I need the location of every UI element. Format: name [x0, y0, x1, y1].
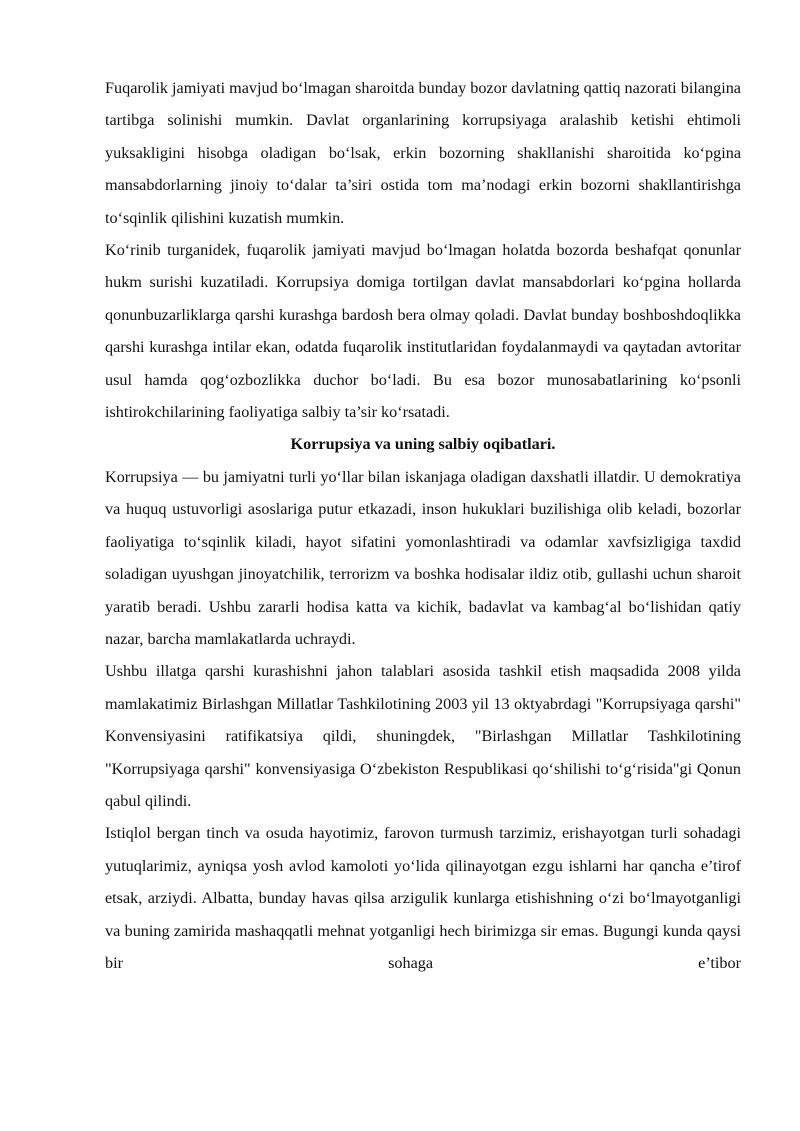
- paragraph: Istiqlol bergan tinch va osuda hayotimiz, farovon turmush tarzimiz, erishayotgan turli sohadagi yutuqlarimiz, ayniqsa yosh avlod kamoloti yo‘lida qilinayotgan ezgu ishlarni har qancha e’tirof etsak, arziydi. Albatta, bunday havas qilsa arzigulik kunlarga etishishning o‘zi bo‘lmayotganligi va buning zamirida mashaqqatli mehnat yotganligi hech birimizga sir emas. Bugungi kunda qaysi bir sohaga e’tibor: [105, 824, 741, 972]
- document-page: [105, 72, 741, 979]
- paragraph: Fuqarolik jamiyati mavjud bo‘lmagan sharoitda bunday bozor davlatning qattiq nazorati bilangina tartibga solinishi mumkin. Davlat organlarining korrupsiyaga aralashib ketishi ehtimoli yuksakligini hisobga oladigan bo‘lsak, erkin bozorning shakllanishi sharoitida ko‘pgina mansabdorlarning jinoiy to‘dalar ta’siri ostida tom ma’nodagi erkin bozorni shakllantirishga to‘sqinlik qilishini kuzatish mumkin.: [105, 79, 741, 227]
- paragraph: Ko‘rinib turganidek, fuqarolik jamiyati mavjud bo‘lmagan holatda bozorda beshafqat qonunlar hukm surishi kuzatiladi. Korrupsiya domiga tortilgan davlat mansabdorlari ko‘pgina hollarda qonunbuzarliklarga qarshi kurashga bardosh bera olmay qoladi. Davlat bunday boshboshdoqlikka qarshi kurashga intilar ekan, odatda fuqarolik institutlaridan foydalanmaydi va qaytadan avtoritar usul hamda qog‘ozbozlikka duchor bo‘ladi. Bu esa bozor munosabatlarining ko‘psonli ishtirokchilarining faoliyatiga salbiy ta’sir ko‘rsatadi.: [105, 241, 741, 422]
- section-heading: Korrupsiya va uning salbiy oqibatlari.: [290, 435, 556, 454]
- paragraph: Ushbu illatga qarshi kurashishni jahon talablari asosida tashkil etish maqsadida 2008 yilda mamlakatimiz Birlashgan Millatlar Tashkilotining 2003 yil 13 oktyabrdagi "Korrupsiyaga qarshi" Konvensiyasini ratifikatsiya qildi, shuningdek, "Birlashgan Millatlar Tashkilotining "Korrupsiyaga qarshi" konvensiyasiga O‘zbekiston Respublikasi qo‘shilishi to‘g‘risida"gi Qonun qabul qilindi.: [105, 662, 741, 810]
- paragraph: Korrupsiya — bu jamiyatni turli yo‘llar bilan iskanjaga oladigan daxshatli illatdir. U demokratiya va huquq ustuvorligi asoslariga putur etkazadi, inson hukuklari buzilishiga olib keladi, bozorlar faoliyatiga to‘sqinlik kiladi, hayot sifatini yomonlashtiradi va odamlar xavfsizligiga taxdid soladigan uyushgan jinoyatchilik, terrorizm va boshka hodisalar ildiz otib, gullashi uchun sharoit yaratib beradi. Ushbu zararli hodisa katta va kichik, badavlat va kambag‘al bo‘lishidan qatiy nazar, barcha mamlakatlarda uchraydi.: [105, 467, 741, 648]
